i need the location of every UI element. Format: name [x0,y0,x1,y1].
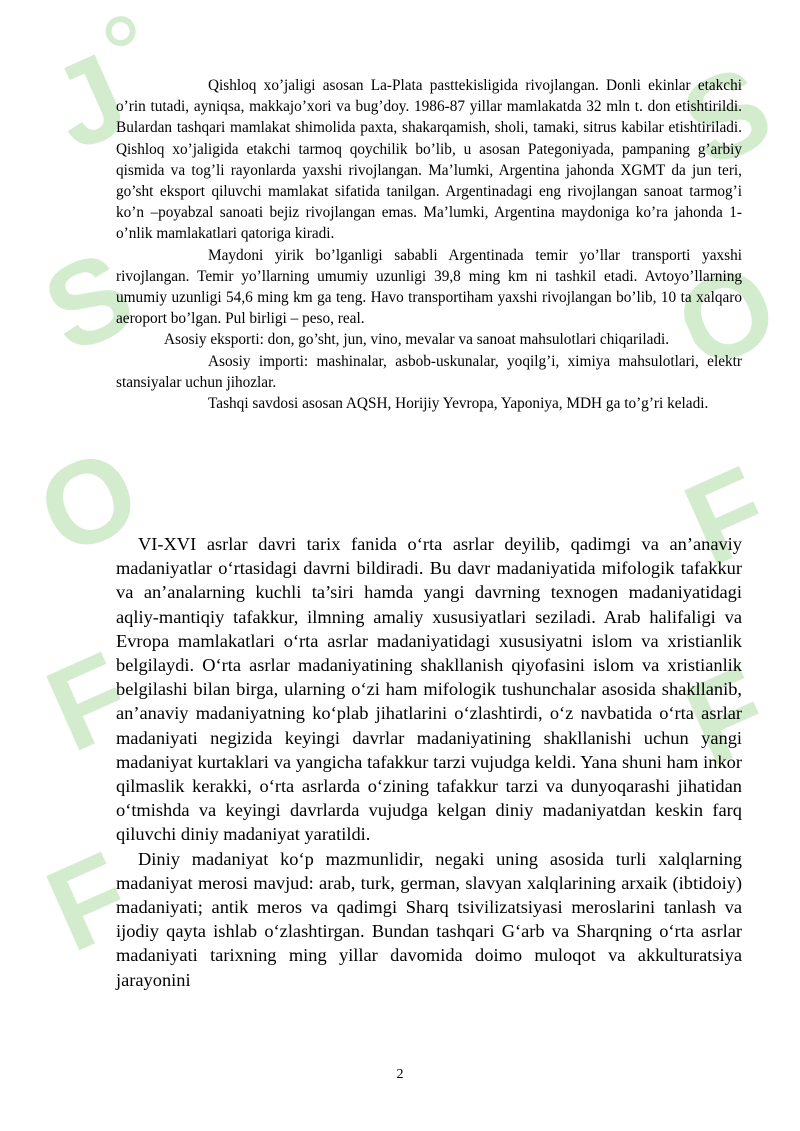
section-argentina [116,75,742,414]
paragraph-exports: Asosiy eksporti: don, go’sht, jun, vino, mevalar va sanoat mahsulotlari chiqariladi. [164,331,670,349]
svg-text:O: O [658,237,796,396]
svg-text:S: S [664,40,790,193]
svg-text:J: J [31,28,146,176]
svg-text:F: F [29,827,149,978]
svg-text:S: S [25,225,152,379]
svg-text:O: O [20,423,158,582]
svg-text:F: F [667,641,787,792]
svg-text:F: F [667,441,787,592]
paragraph-transport: Maydoni yirik bo’lganligi sababli Argentinada temir yo’llar transporti yaxshi rivojlangan. Temir yo’llarning umumiy uzunligi 39,8 ming km ni tashkil etadi. Avtoyo’llarning umumiy uzunligi 54,6 ming km ga teng. Havo transportiham yaxshi rivojlangan bo’lib, 10 ta xalqaro aeroport bo’lgan. Pul birligi – peso, real. [116,246,742,328]
paragraph-imports: Asosiy importi: mashinalar, asbob-uskunalar, yoqilg’i, ximiya mahsulotlari, elektr stansiyalar uchun jihozlar. [116,352,742,391]
paragraph-religious-culture: Diniy madaniyat ko‘p mazmunlidir, negaki uning asosida turli xalqlarning madaniyat merosi mavjud: arab, turk, german, slavyan xalqlarining arxaik (ibtidoiy) madaniyati; antik meros va qadimgi Sharq tsivilizatsiyasi meroslarini tanlash va ijodiy qayta ishlab o‘zlashtirgan. Bundan tashqari G‘arb va Sharqning o‘rta asrlar madaniyati tarixning ming yillar davomida doimo muloqot va akkulturatsiya jarayonini [116,848,742,990]
page-number: 2 [396,1067,404,1082]
paragraph-trade: Tashqi savdosi asosan AQSH, Horijiy Yevropa, Yaponiya, MDH ga to’g’ri keladi. [208,395,709,413]
section-middle-ages [116,532,742,992]
paragraph-middle-ages: VI-XVI asrlar davri tarix fanida o‘rta asrlar deyilib, qadimgi va an’anaviy madaniyatlar o‘rtasidagi davrni bildiradi. Bu davr madaniyatida mifologik tafakkur va an’analarning kuchli ta’siri hamda yangi davrning texnogen madaniyatidagi aqliy-mantiqiy tafakkur, ilmning amaliy xususiyatlari seziladi. Arab halifaligi va Evropa mamlakatlari o‘rta asrlar madaniyatidagi xususiyatni islom va xristianlik belgilaydi. O‘rta asrlar madaniyatining shakllanish qiyofasini islom va xristianlik belgilashi bilan birga, ularning o‘zi ham mifologik tushunchalar asosida shakllanib, an’anaviy madaniyatning ko‘plab jihatlarini o‘zlashtirdi, o‘z navbatida o‘rta asrlar madaniyati negizida keyingi davrlar madaniyatining shakllanishi uchun yangi madaniyat kurtaklari va yangicha tafakkur tarzi vujudga keldi. Yana shuni ham inkor qilmaslik kerakki, o‘rta asrlarda o‘zining tafakkur tarzi va dunyoqarashi jihatidan o‘tmishda va keyingi davrlarda vujudga kelgan diniy madaniyatdan keskin farq qiluvchi diniy madaniyat yaratildi. [116,534,742,845]
svg-text:F: F [29,627,149,778]
paragraph-agriculture: Qishloq xo’jaligi asosan La-Plata pasttekisligida rivojlangan. Donli ekinlar etakchi o’rin tutadi, ayniqsa, makkajo’xori va bug’doy. 1986-87 yillar mamlakatda 32 mln t. don etishtirildi. Bulardan tashqari mamlakat shimolida paxta, shakarqamish, sholi, tamaki, sitrus kabilar etishtiriladi. Qishloq xo’jaligida etakchi tarmoq qoychilik bo’lib, u asosan Pategoniyada, pampaning g’arbiy qismida va tog’li rayonlarda yaxshi rivojlangan. Ma’lumki, Argentina jahonda XGMT da jun teri, go’sht eksport qiluvchi mamlakat sifatida tanilgan. Argentinadagi eng rivojlangan sanoat tarmog’i ko’n –poyabzal sanoati bejiz rivojlangan emas. Ma’lumki, Argentina maydoniga ko’ra jahonda 1-o’nlik mamlakatlari qatoriga kiradi. [116,77,742,243]
